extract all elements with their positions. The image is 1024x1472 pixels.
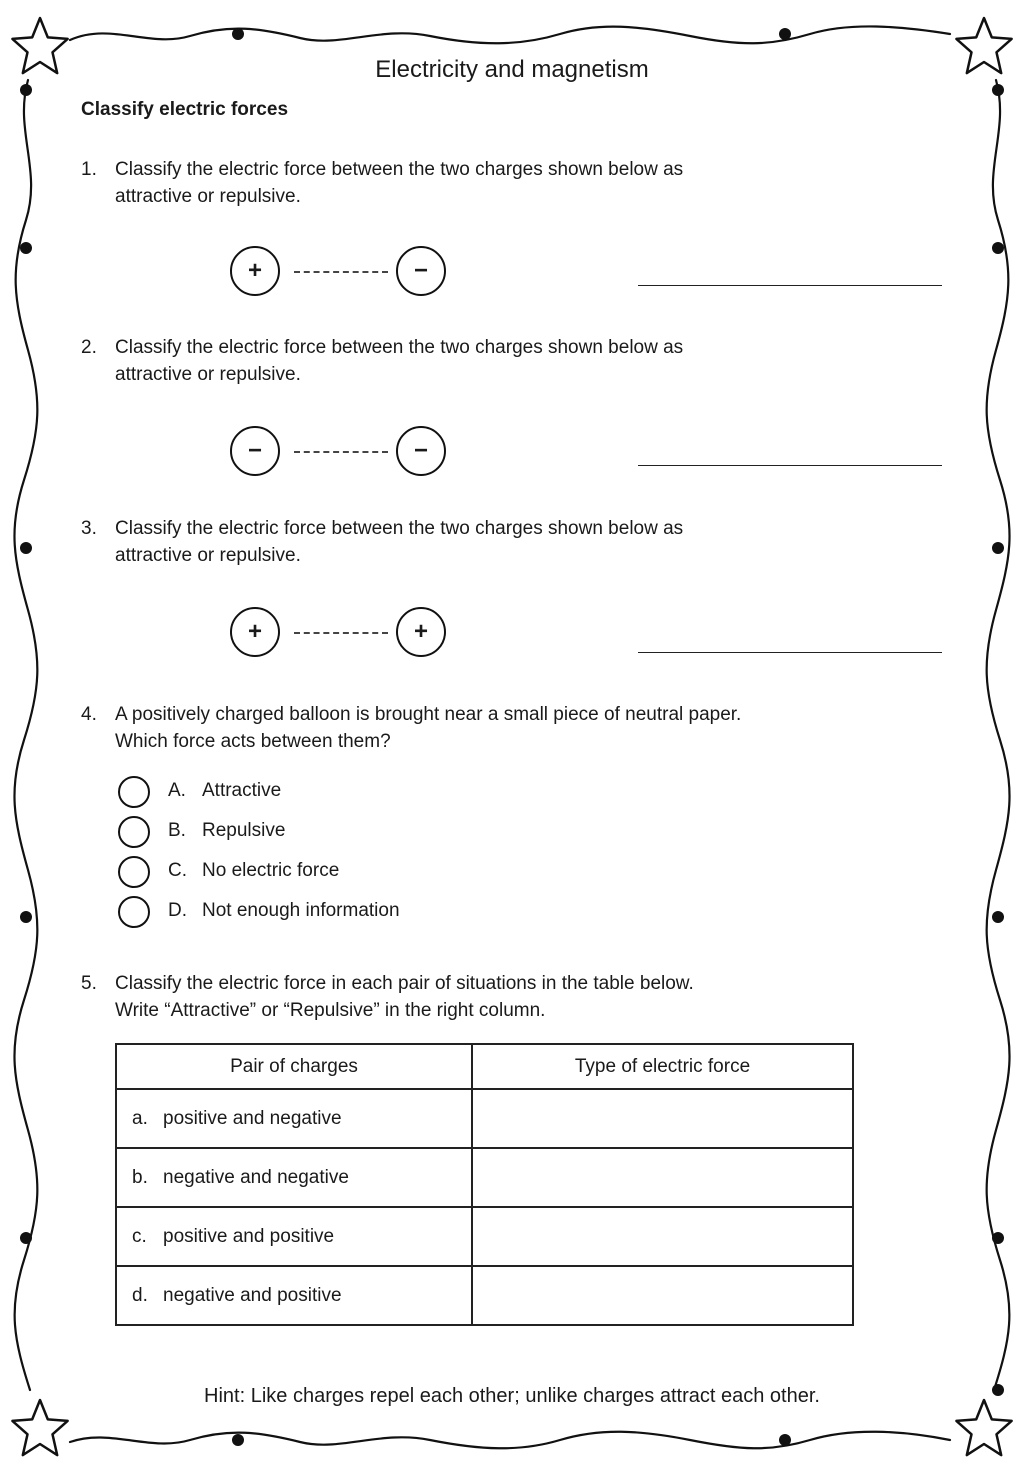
answer-line-1[interactable] xyxy=(638,285,942,286)
question-4 xyxy=(81,701,981,757)
answer-cell[interactable] xyxy=(472,1207,853,1266)
option-letter: D. xyxy=(168,900,187,921)
answer-cell[interactable] xyxy=(472,1148,853,1207)
charge-icon: − xyxy=(396,426,446,476)
charge-classification-table xyxy=(115,1043,854,1326)
charge-icon: + xyxy=(230,607,280,657)
border-left-wave xyxy=(14,80,37,1390)
pair-cell xyxy=(116,1089,472,1148)
question-5 xyxy=(81,970,981,1026)
question-number: 1. xyxy=(81,159,97,180)
pair-cell xyxy=(116,1207,472,1266)
border-bottom-wave xyxy=(70,1432,950,1449)
option-letter: C. xyxy=(168,860,187,881)
table-row xyxy=(116,1089,853,1148)
charge-icon: + xyxy=(396,607,446,657)
border-top-wave xyxy=(70,26,950,43)
page-title: Electricity and magnetism xyxy=(375,56,649,83)
pair-text: positive and positive xyxy=(163,1225,335,1247)
answer-cell[interactable] xyxy=(472,1266,853,1325)
star-icon xyxy=(956,1400,1011,1455)
row-letter: b. xyxy=(132,1166,148,1188)
row-letter: c. xyxy=(132,1225,147,1247)
hint-text: Hint: Like charges repel each other; unlike charges attract each other. xyxy=(204,1385,820,1407)
star-icon xyxy=(12,1400,67,1455)
column-header: Pair of charges xyxy=(116,1044,472,1089)
table-row xyxy=(116,1266,853,1325)
charge-icon: + xyxy=(230,246,280,296)
question-number: 4. xyxy=(81,704,97,725)
question-number: 3. xyxy=(81,518,97,539)
option-label: Repulsive xyxy=(202,820,286,841)
option-label: Not enough information xyxy=(202,900,400,921)
section-heading: Classify electric forces xyxy=(81,99,289,120)
question-text-line-2: attractive or repulsive. xyxy=(115,545,301,566)
answer-cell[interactable] xyxy=(472,1089,853,1148)
pair-cell xyxy=(116,1148,472,1207)
question-text-line-1: A positively charged balloon is brought near a small piece of neutral paper. xyxy=(115,704,742,725)
option-letter: A. xyxy=(168,780,186,801)
question-text-line-1: Classify the electric force between the two charges shown below as xyxy=(115,159,684,180)
answer-line-3[interactable] xyxy=(638,652,942,653)
question-text-line-1: Classify the electric force between the two charges shown below as xyxy=(115,518,684,539)
question-number: 2. xyxy=(81,337,97,358)
question-text-line-2: Write “Attractive” or “Repulsive” in the right column. xyxy=(115,1000,546,1021)
table-row xyxy=(116,1207,853,1266)
radio-button[interactable] xyxy=(118,816,150,848)
question-3 xyxy=(81,515,981,571)
table-header-row xyxy=(116,1044,853,1089)
question-1 xyxy=(81,156,981,212)
dashed-connector xyxy=(294,451,388,453)
question-number: 5. xyxy=(81,973,97,994)
row-letter: d. xyxy=(132,1284,148,1306)
option-label: Attractive xyxy=(202,780,282,801)
pair-cell xyxy=(116,1266,472,1325)
charge-pair-3 xyxy=(230,607,452,661)
charge-pair-1 xyxy=(230,246,452,300)
question-text-line-2: attractive or repulsive. xyxy=(115,186,301,207)
charge-pair-2 xyxy=(230,426,452,480)
radio-button[interactable] xyxy=(118,896,150,928)
question-text-line-1: Classify the electric force in each pair of situations in the table below. xyxy=(115,973,694,994)
charge-icon: − xyxy=(396,246,446,296)
pair-text: negative and negative xyxy=(163,1166,349,1188)
pair-text: positive and negative xyxy=(163,1107,342,1129)
question-text-line-2: attractive or repulsive. xyxy=(115,364,301,385)
row-letter: a. xyxy=(132,1107,148,1129)
charge-icon: − xyxy=(230,426,280,476)
border-right-wave xyxy=(987,80,1010,1390)
question-text-line-2: Which force acts between them? xyxy=(115,731,391,752)
radio-button[interactable] xyxy=(118,776,150,808)
dashed-connector xyxy=(294,632,388,634)
column-header: Type of electric force xyxy=(472,1044,853,1089)
dashed-connector xyxy=(294,271,388,273)
option-label: No electric force xyxy=(202,860,340,881)
pair-text: negative and positive xyxy=(163,1284,342,1306)
question-text-line-1: Classify the electric force between the two charges shown below as xyxy=(115,337,684,358)
question-2 xyxy=(81,334,981,390)
radio-button[interactable] xyxy=(118,856,150,888)
answer-line-2[interactable] xyxy=(638,465,942,466)
table-row xyxy=(116,1148,853,1207)
option-letter: B. xyxy=(168,820,186,841)
